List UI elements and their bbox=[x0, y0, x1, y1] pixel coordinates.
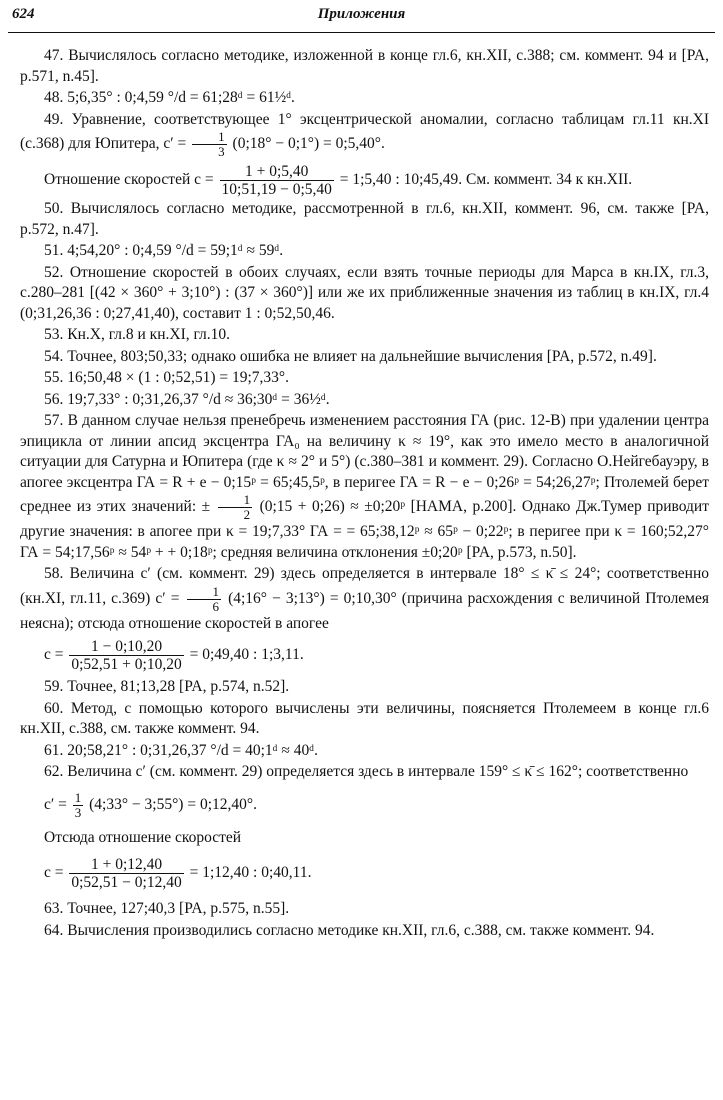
equation-fraction: $\frac{1 - 0;10,20}{0;52,51 + 0;10,20}$ bbox=[71, 638, 182, 673]
header-rule bbox=[8, 32, 715, 33]
note-49-text-2: (0;18° − 0;1°) = 0;5,40°. bbox=[232, 135, 385, 153]
note-61: 61. 20;58,21° : 0;31,26,37 °/d = 40;1ᵈ ≈ 40ᵈ. bbox=[44, 741, 318, 759]
ratio-fraction: $\frac{1 + 0;5,40}{10;51,19 - 0;5,40}$ bbox=[221, 163, 332, 198]
note-58-equation: c = $\frac{1 - 0;10,20}{0;52,51 + 0;10,20}$ = 0;49,40 : 1;3,11. bbox=[44, 638, 304, 673]
note-49-text: 49. Уравнение, соответствующее 1° эксцентрической аномалии, согласно таблицам гл.11 кн.XI (с.368) для Юпитера, c′ = bbox=[20, 110, 709, 153]
note-62-equation-2: c = $\frac{1 + 0;12,40}{0;52,51 - 0;12,40}$ = 1;12,40 : 0;40,11. bbox=[44, 856, 312, 891]
note-58-text: 58. Величина c′ (см. коммент. 29) здесь определяется в интервале 18° ≤ κ̄ ≤ 24°; соответственно (кн.XI, гл.11, с.369) c′ = bbox=[20, 565, 709, 607]
note-63: 63. Точнее, 127;40,3 [PA, p.575, n.55]. bbox=[44, 900, 290, 917]
page-header bbox=[8, 6, 715, 28]
fraction-one-half: $\frac{1}{2}$ bbox=[218, 493, 253, 522]
ratio-result: = 1;5,40 : 10;45,49. См. коммент. 34 к кн.XII. bbox=[339, 171, 633, 189]
note-58 bbox=[20, 564, 709, 634]
note-56: 56. 19;7,33° : 0;31,26,37 °/d ≈ 36;30ᵈ = 36½ᵈ. bbox=[44, 390, 330, 408]
page-number: 624 bbox=[12, 6, 35, 22]
note-60: 60. Метод, с помощью которого вычислены эти величины, поясняется Птолемеем в конце гл.6 кн.XII, с.388, см. также коммент. 94. bbox=[20, 699, 709, 737]
note-53: 53. Кн.X, гл.8 и кн.XI, гл.10. bbox=[44, 326, 231, 343]
note-49 bbox=[20, 110, 709, 160]
notes-body bbox=[20, 46, 709, 942]
fraction-one-sixth: $\frac{1}{6}$ bbox=[187, 585, 222, 614]
running-title: Приложения bbox=[317, 6, 406, 22]
note-47: 47. Вычислялось согласно методике, изложенной в конце гл.6, кн.XII, с.388; см. коммент. 94 и [PA, p.571, n.45]. bbox=[20, 47, 709, 85]
note-57 bbox=[20, 411, 709, 563]
note-51: 51. 4;54,20° : 0;4,59 °/d = 59;1ᵈ ≈ 59ᵈ. bbox=[44, 242, 284, 259]
note-55: 55. 16;50,48 × (1 : 0;52,51) = 19;7,33°. bbox=[44, 369, 289, 386]
note-52: 52. Отношение скоростей в обоих случаях, если взять точные периоды для Марса в кн.IX, гл.3, с.280–281 [(42 × 360° + 3;10°) : (37 × 360°)] или же их приближенные значения из таблиц в кн.IX, гл.4 (0;31,26,36 : 0;27,41,40), составит 1 : 0;52,50,46. bbox=[20, 263, 709, 322]
fraction-one-third: $\frac{1}{3}$ bbox=[192, 130, 227, 159]
ratio-label: Отношение скоростей c = bbox=[44, 171, 214, 189]
note-57-text: 57. В данном случае нельзя пренебречь изменением расстояния ГА (рис. 12-В) при удалении центра эпицикла от линии апсид эксцентра ГА₀ на величину κ ≈ 19°, как это имело место в аналогичной ситуации для Сатурна и Юпитера (где κ ≈ 2° и 5°) (с.380–381 и коммент. 29). Согласно О.Нейгебауэру, в апогее эксцентра ГА = R + e − 0;15ᵖ = 65;45,5ᵖ, в перигее ГА = R − e − 0;26ᵖ = 54;26,27ᵖ; Птолемей берет среднее из этих значений: ± bbox=[20, 412, 709, 516]
fraction-one-third-2: $\frac{1}{3}$ bbox=[74, 789, 82, 820]
note-58-text-2: (4;16° − 3;13°) = 0;10,30° (причина расхождения с величиной Птолемея неясна); отсюда отношение скоростей в апогее bbox=[20, 589, 709, 632]
equation-fraction-2: $\frac{1 + 0;12,40}{0;52,51 - 0;12,40}$ bbox=[71, 856, 182, 891]
note-57-text-2: (0;15 + 0;26) ≈ ±0;20ᵖ [HAMA, p.200]. Однако Дж.Тумер приводит другие значения: в апогее при κ = 19;7,33° ГА = = 65;38,12ᵖ ≈ 65ᵖ − 0;22ᵖ; в перигее при κ = 160;52,27° ГА = 54;17,56ᵖ ≈ 54ᵖ + + 0;18ᵖ; средняя величина отклонения ±0;20ᵖ [PA, p.573, n.50]. bbox=[20, 498, 710, 561]
note-62-equation-1: c′ = $\frac{1}{3}$ (4;33° − 3;55°) = 0;12,40°. bbox=[44, 789, 257, 820]
note-59: 59. Точнее, 81;13,28 [PA, p.574, n.52]. bbox=[44, 678, 290, 695]
note-62: 62. Величина c′ (см. коммент. 29) определяется здесь в интервале 159° ≤ κ̄ ≤ 162°; соответственно bbox=[44, 763, 689, 780]
note-48: 48. 5;6,35° : 0;4,59 °/d = 61;28ᵈ = 61½ᵈ. bbox=[44, 89, 295, 106]
note-54: 54. Точнее, 803;50,33; однако ошибка не влияет на дальнейшие вычисления [PA, p.572, n.49]. bbox=[44, 347, 657, 365]
note-64: 64. Вычисления производились согласно методике кн.XII, гл.6, с.388, см. также коммент. 94. bbox=[44, 921, 655, 939]
note-50: 50. Вычислялось согласно методике, рассмотренной в гл.6, кн.XII, коммент. 96, см. также [PA, p.572, n.47]. bbox=[20, 200, 709, 238]
note-62-text: Отсюда отношение скоростей bbox=[44, 828, 242, 846]
note-49-ratio bbox=[20, 163, 709, 198]
